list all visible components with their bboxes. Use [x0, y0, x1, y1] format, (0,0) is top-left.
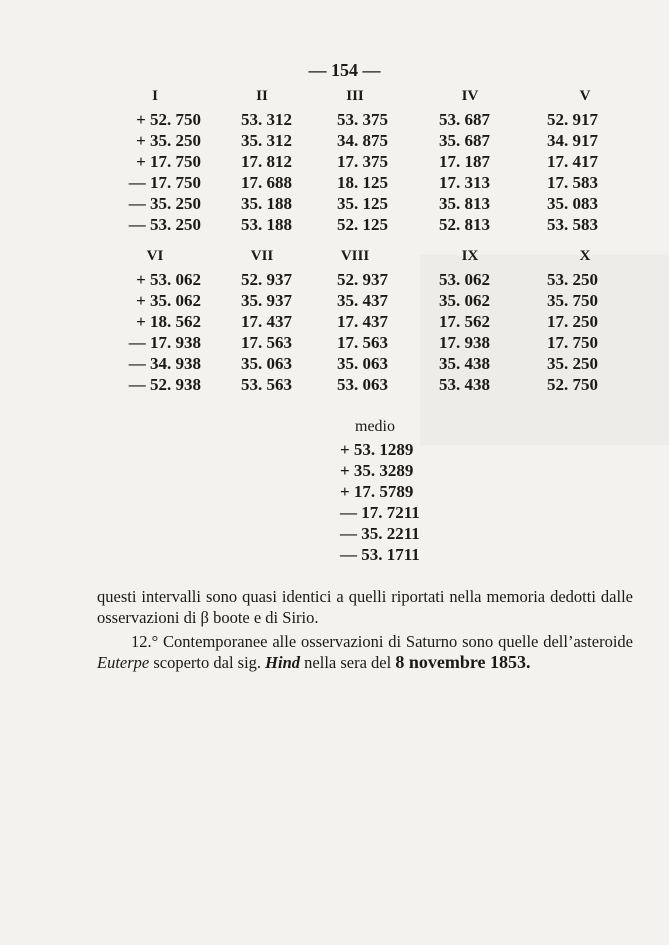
table-cell: 17. 938	[439, 333, 490, 352]
table-cell: 53. 063	[337, 375, 388, 394]
medio-value: + 17. 5789	[340, 482, 414, 501]
table-cell: 17. 437	[337, 312, 388, 331]
medio-value: — 35. 2211	[340, 524, 420, 543]
table-cell: 35. 312	[241, 131, 292, 150]
table-cell: 53. 312	[241, 110, 292, 129]
table-cell: 17. 187	[439, 152, 490, 171]
table-cell: 53. 438	[439, 375, 490, 394]
body-text	[97, 586, 633, 673]
column-header: X	[579, 248, 591, 264]
text-run: scoperto dal sig.	[149, 653, 266, 672]
date: 8 novembre 1853.	[395, 652, 531, 672]
column-header: III	[346, 88, 364, 104]
paragraph-1: questi intervalli sono quasi identici a quelli riportati nella memoria dedotti dalle osservazioni di β boote e di Sirio.	[97, 587, 633, 627]
table-cell: + 52. 750	[136, 110, 201, 129]
text-run: nella sera del	[300, 653, 396, 672]
table-cell: 35. 062	[439, 291, 490, 310]
column-header: VIII	[340, 248, 370, 264]
table-cell: 17. 313	[439, 173, 490, 192]
table-cell: 35. 063	[337, 354, 388, 373]
table-cell: 34. 875	[337, 131, 388, 150]
table-cell: 53. 188	[241, 215, 292, 234]
column-header: IX	[461, 248, 479, 264]
table-cell: — 17. 750	[128, 173, 201, 192]
euterpe-name: Euterpe	[97, 653, 150, 672]
table-cell: 35. 437	[337, 291, 388, 310]
table-cell: — 53. 250	[128, 215, 201, 234]
table-cell: 53. 563	[241, 375, 292, 394]
hind-name: Hind	[265, 653, 301, 672]
table-cell: 53. 375	[337, 110, 388, 129]
table-cell: — 52. 938	[128, 375, 201, 394]
table-cell: — 35. 250	[128, 194, 201, 213]
column-header: V	[579, 88, 591, 104]
table-cell: 35. 125	[337, 194, 388, 213]
table-cell: 53. 062	[439, 270, 490, 289]
table-cell: 52. 917	[547, 110, 598, 129]
table-cell: + 35. 250	[136, 131, 201, 150]
column-header: VII	[250, 248, 274, 264]
table-cell: 17. 250	[547, 312, 598, 331]
page-number: — 154 —	[308, 60, 381, 80]
table-cell: 34. 917	[547, 131, 598, 150]
table-cell: 17. 562	[439, 312, 490, 331]
table-cell: 35. 438	[439, 354, 490, 373]
table-cell: 52. 125	[337, 215, 388, 234]
medio-value: — 17. 7211	[340, 503, 420, 522]
table-cell: — 17. 938	[128, 333, 201, 352]
table-cell: 35. 813	[439, 194, 490, 213]
table-cell: 17. 563	[337, 333, 388, 352]
table-cell: 17. 563	[241, 333, 292, 352]
table-cell: 17. 688	[241, 173, 292, 192]
table-cell: 52. 937	[241, 270, 292, 289]
column-header: VI	[146, 248, 164, 264]
table-cell: + 35. 062	[136, 291, 201, 310]
table-cell: 52. 813	[439, 215, 490, 234]
table-cell: — 34. 938	[128, 354, 201, 373]
table-cell: 35. 750	[547, 291, 598, 310]
paragraph-2	[97, 631, 633, 673]
medio-label: medio	[355, 418, 395, 435]
table-cell: 53. 687	[439, 110, 490, 129]
table-cell: 35. 188	[241, 194, 292, 213]
table-cell: 52. 750	[547, 375, 598, 394]
table-cell: 17. 417	[547, 152, 598, 171]
table-cell: + 17. 750	[136, 152, 201, 171]
table-cell: 18. 125	[337, 173, 388, 192]
table-cell: + 53. 062	[136, 270, 201, 289]
column-header: IV	[461, 88, 479, 104]
table-cell: 17. 583	[547, 173, 598, 192]
table-cell: 35. 083	[547, 194, 598, 213]
table-cell: 35. 063	[241, 354, 292, 373]
text-run: 12.° Contemporanee alle osservazioni di Saturno sono quelle dell’asteroide	[131, 632, 633, 651]
medio-value: + 53. 1289	[340, 440, 414, 459]
table-cell: 53. 583	[547, 215, 598, 234]
table-cell: 17. 750	[547, 333, 598, 352]
table-cell: + 18. 562	[136, 312, 201, 331]
column-header: I	[152, 88, 158, 104]
medio-value: — 53. 1711	[340, 545, 420, 564]
table-cell: 53. 250	[547, 270, 598, 289]
table-cell: 35. 937	[241, 291, 292, 310]
table-cell: 17. 812	[241, 152, 292, 171]
column-header: II	[256, 88, 268, 104]
table-cell: 17. 437	[241, 312, 292, 331]
table-cell: 35. 687	[439, 131, 490, 150]
table-cell: 35. 250	[547, 354, 598, 373]
medio-value: + 35. 3289	[340, 461, 414, 480]
table-cell: 52. 937	[337, 270, 388, 289]
table-cell: 17. 375	[337, 152, 388, 171]
